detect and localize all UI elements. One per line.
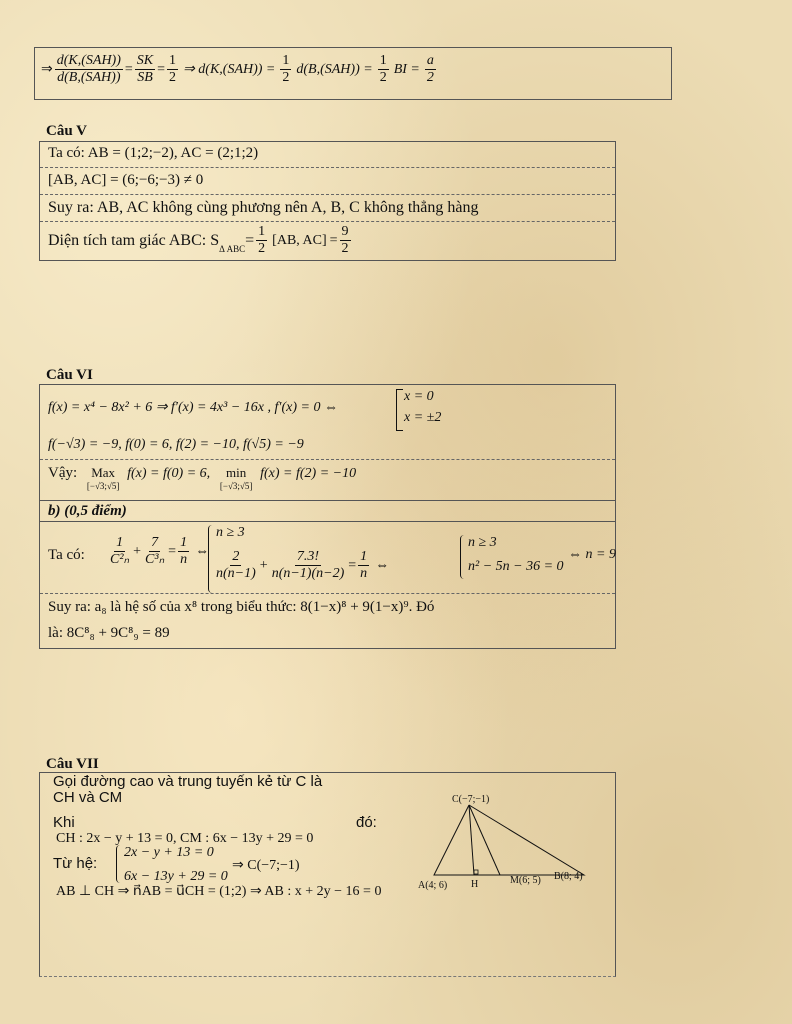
cau-vi-box (39, 384, 616, 649)
cau-vi-conclusion: Vậy: Max [−√3;√5] f(x) = f(0) = 6, min [−√3;√5] f(x) = f(2) = −10 (48, 465, 357, 491)
part-b-result: ⇔ n = 9 (568, 547, 616, 562)
distance-k: ⇒ d(K,(SAH)) = (183, 62, 276, 78)
system-n-ge-3: n ≥ 3 (216, 525, 245, 540)
solution-box-top: ⇒ $\frac{\text{d(K,(SAH))}}{\text{d(B,(SAH))}}$ = $\frac{SK}{SB}$ = $\frac{1}{2}$ ⇒ d(K,(SAH)) = $\frac{1}{2}$ d(B,(SAH)) = $\frac{1}{2}$ BI = $\frac{a}{2}$ (34, 47, 672, 100)
part-b-line-2: Suy ra: a₈ là hệ số của x⁸ trong biểu thức: 8(1−x)⁸ + 9(1−x)⁹. Đó (48, 599, 435, 615)
bi-label: BI = (393, 61, 420, 77)
ratio-fraction: $\frac{\text{d(K,(SAH))}}{\text{d(B,(SAH))}}$ (56, 53, 121, 86)
cau-vii-line-3: CH : 2x − y + 13 = 0, CM : 6x − 13y + 29 = 0 (56, 831, 314, 846)
cau-v-line-2: [AB, AC] = (6;−6;−3) ≠ 0 (48, 172, 204, 188)
cau-vii-tu-he: Từ hệ: (53, 855, 98, 872)
system-result: ⇒ C(−7;−1) (232, 858, 300, 873)
system-n-ge-3-b: n ≥ 3 (468, 535, 497, 550)
system-quadratic: n² − 5n − 36 = 0 (468, 559, 564, 574)
cau-vii-line-1: Gọi đường cao và trung tuyến kẻ từ C là (53, 773, 323, 790)
cau-vii-box (39, 772, 616, 977)
heading-cau-vii: Câu VII (46, 756, 99, 772)
heading-cau-vi: Câu VI (46, 367, 93, 383)
half-fraction: $\frac{1}{2}$ (169, 53, 177, 86)
system-brace-2 (460, 535, 466, 579)
heading-cau-v: Câu V (46, 123, 87, 139)
half-fraction-2: $\frac{1}{2}$ (282, 53, 290, 86)
cau-vii-line-4: AB ⊥ CH ⇒ n⃗AB = u⃗CH = (1;2) ⇒ AB : x + 2y − 16 = 0 (56, 884, 382, 899)
sk-sb-fraction: $\frac{SK}{SB}$ (136, 53, 154, 86)
cau-vii-line-2: CH và CM (53, 789, 123, 806)
case-x-zero: x = 0 (404, 389, 434, 404)
system-eq-1: 2x − y + 13 = 0 (124, 845, 214, 860)
label-c: C(−7;−1) (452, 794, 490, 805)
case-bracket (396, 389, 403, 431)
cau-v-box (39, 141, 616, 261)
distance-b: d(B,(SAH)) = (296, 61, 373, 77)
label-b: B(8; 4) (554, 871, 583, 882)
cau-v-area-line: Diện tích tam giác ABC: S Δ ABC = $\frac{1}{2}$ [AB, AC] = $\frac{9}{2}$ (48, 224, 349, 257)
label-a: A(4; 6) (418, 880, 448, 891)
cau-v-line-3: Suy ra: AB, AC không cùng phương nên A, B, C không thẳng hàng (48, 199, 479, 216)
cau-vi-values-line: f(−√3) = −9, f(0) = 6, f(2) = −10, f(√5) = −9 (48, 437, 304, 452)
right-angle-mark (474, 870, 478, 874)
cau-v-line-1: Ta có: AB = (1;2;−2), AC = (2;1;2) (48, 145, 259, 161)
part-b-equation: $\frac{1}{\text{C²ₙ}}$ + $\frac{7}{\text{C³ₙ}}$ = $\frac{1}{n}$ ⇔ (110, 535, 210, 568)
system-eq-2: 6x − 13y + 29 = 0 (124, 869, 228, 884)
triangle-outline (434, 805, 584, 875)
cau-vii-do: đó: (356, 814, 377, 831)
implies-symbol: ⇒ (41, 62, 53, 78)
a-half-fraction: $\frac{a}{2}$ (426, 53, 434, 86)
label-h: H (471, 879, 479, 890)
cau-vii-khi: Khi (53, 814, 75, 831)
part-b-ta-co: Ta có: (48, 547, 85, 563)
part-b-label: b) (0,5 điểm) (48, 503, 127, 519)
case-x-pm2: x = ±2 (404, 410, 442, 425)
cau-vi-derivative-line: f(x) = x⁴ − 8x² + 6 ⇒ f′(x) = 4x³ − 16x , f′(x) = 0 ⇔ (48, 400, 338, 415)
system-fraction-eq: $\frac{2}{n(n-1)}$ + $\frac{7.3!}{n(n-1)(n-2)}$ = $\frac{1}{n}$ ⇔ (216, 549, 390, 582)
label-m: M(6; 5) (510, 875, 541, 886)
part-b-line-3: là: 8C⁸₈ + 9C⁸₉ = 89 (48, 625, 170, 641)
system-brace-c (116, 845, 122, 883)
half-fraction-3: $\frac{1}{2}$ (379, 53, 387, 86)
